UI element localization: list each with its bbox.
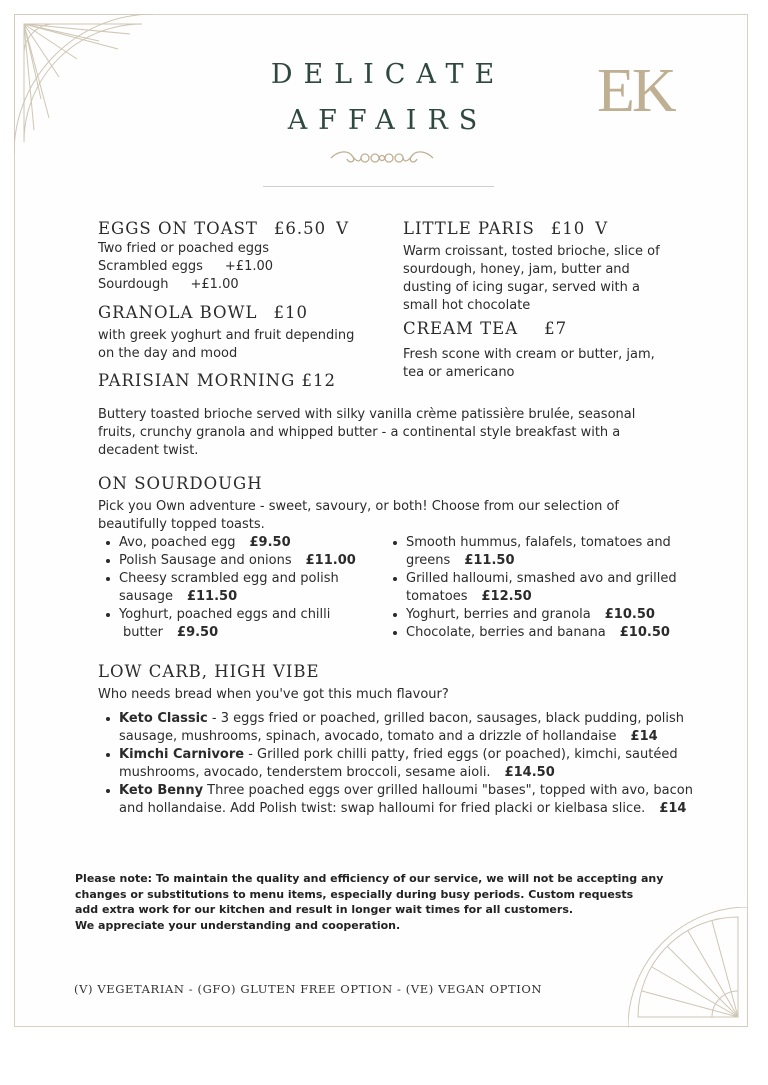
- list-item: [98, 782, 698, 818]
- item-desc-cont: and hollandaise. Add Polish twist: swap halloumi for fried placki or kielbasa slice.: [119, 801, 646, 816]
- list-item: [98, 552, 378, 570]
- on-sourdough-heading: ON SOURDOUGH: [98, 474, 263, 493]
- sourdough-list-left: [98, 534, 378, 642]
- little-paris-line: sourdough, honey, jam, butter and: [403, 262, 630, 277]
- parisian-line: fruits, crunchy granola and whipped butter - a continental style breakfast with a: [98, 425, 621, 440]
- list-item: [98, 710, 698, 746]
- sourdough-intro-line: Pick you Own adventure - sweet, savoury, or both! Choose from our selection of: [98, 499, 620, 514]
- item-name: Kimchi Carnivore: [119, 747, 245, 762]
- scrambled-eggs-option: Scrambled eggs: [98, 259, 203, 274]
- list-item: [98, 570, 378, 606]
- item-desc: - 3 eggs fried or poached, grilled bacon, sausages, black pudding, polish: [207, 711, 685, 726]
- granola-line: on the day and mood: [98, 346, 238, 361]
- little-paris-line: Warm croissant, tosted brioche, slice of: [403, 244, 660, 259]
- parisian-line: Buttery toasted brioche served with silky vanilla crème patissière brulée, seasonal: [98, 407, 636, 422]
- item-price: £11.50: [186, 589, 238, 604]
- list-item: [385, 606, 685, 624]
- sourdough-price: +£1.00: [190, 277, 239, 292]
- scrambled-eggs-price: +£1.00: [224, 259, 274, 274]
- item-price: £11.00: [305, 553, 356, 568]
- granola-line: with greek yoghurt and fruit depending: [98, 328, 355, 343]
- note-line: Please note: To maintain the quality and efficiency of our service, we will not be accepting any: [75, 872, 664, 885]
- item-name: Grilled halloumi, smashed avo and grilled: [406, 571, 677, 586]
- item-name: Polish Sausage and onions: [119, 553, 292, 568]
- on-sourdough-intro: [98, 498, 619, 534]
- item-desc-cont: mushrooms, avocado, tenderstem broccoli, sesame aioli.: [119, 765, 491, 780]
- granola-bowl-price: £10: [273, 303, 308, 322]
- dietary-legend: (V) VEGETARIAN - (GFO) GLUTEN FREE OPTION - (VE) VEGAN OPTION: [74, 982, 543, 996]
- list-item: [385, 534, 685, 570]
- cream-tea-description: [403, 346, 655, 382]
- item-name-cont: butter: [123, 625, 164, 640]
- sourdough-list-right: [385, 534, 685, 642]
- brand-line-2: AFFAIRS: [287, 105, 489, 136]
- eggs-on-toast-title: EGGS ON TOAST: [98, 219, 258, 238]
- item-name-cont: tomatoes: [406, 589, 468, 604]
- little-paris-line: small hot chocolate: [403, 298, 531, 313]
- note-line: We appreciate your understanding and cooperation.: [75, 918, 401, 932]
- item-desc: - Grilled pork chilli patty, fried eggs (or poached), kimchi, sautéed: [244, 747, 678, 762]
- cream-tea-price: £7: [544, 319, 568, 338]
- item-price: £9.50: [249, 535, 291, 550]
- little-paris-price: £10: [550, 219, 586, 238]
- header-divider: [263, 186, 494, 187]
- little-paris-heading: [403, 219, 608, 238]
- ek-monogram-logo: EK: [597, 57, 674, 125]
- eggs-on-toast-description: [98, 240, 273, 294]
- item-price: £14: [630, 729, 658, 744]
- item-name: Smooth hummus, falafels, tomatoes and: [406, 535, 671, 550]
- fan-corner-bottom-right: [628, 907, 748, 1027]
- list-item: [98, 746, 698, 782]
- item-price: £10.50: [604, 607, 655, 622]
- item-price: £11.50: [464, 553, 515, 568]
- item-price: £14.50: [504, 765, 555, 780]
- policy-note: [75, 871, 663, 933]
- brand-line-1: DELICATE: [270, 59, 506, 90]
- parisian-line: decadent twist.: [98, 443, 199, 458]
- cream-tea-line: Fresh scone with cream or butter, jam,: [403, 347, 655, 362]
- little-paris-description: [403, 243, 660, 315]
- granola-bowl-description: [98, 327, 354, 363]
- cream-tea-title: CREAM TEA: [403, 319, 519, 338]
- item-name: Chocolate, berries and banana: [406, 625, 606, 640]
- eggs-on-toast-price: £6.50: [273, 219, 327, 238]
- little-paris-flag: V: [595, 219, 609, 238]
- note-line: add extra work for our kitchen and result in longer wait times for all customers.: [75, 903, 574, 916]
- item-desc: Three poached eggs over grilled halloumi "bases", topped with avo, bacon: [203, 783, 693, 798]
- cream-tea-line: tea or americano: [403, 365, 515, 380]
- list-item: [98, 534, 378, 552]
- eggs-on-toast-flag: V: [336, 219, 350, 238]
- item-name: Avo, poached egg: [119, 535, 236, 550]
- item-name: Keto Benny: [119, 783, 204, 798]
- low-carb-intro: Who needs bread when you've got this much flavour?: [98, 687, 449, 702]
- item-price: £12.50: [481, 589, 532, 604]
- parisian-morning-heading: PARISIAN MORNING £12: [98, 371, 337, 390]
- item-name: Yoghurt, berries and granola: [406, 607, 591, 622]
- eggs-on-toast-line: Two fried or poached eggs: [98, 241, 270, 256]
- item-price: £14: [659, 801, 687, 816]
- cream-tea-heading: [403, 319, 567, 338]
- list-item: [98, 606, 378, 642]
- list-item: [385, 624, 685, 642]
- little-paris-title: LITTLE PARIS: [403, 219, 535, 238]
- item-desc-cont: sausage, mushrooms, spinach, avocado, tomato and a drizzle of hollandaise: [119, 729, 617, 744]
- eggs-on-toast-heading: [98, 219, 349, 238]
- low-carb-heading: LOW CARB, HIGH VIBE: [98, 662, 320, 681]
- little-paris-line: dusting of icing sugar, served with a: [403, 280, 640, 295]
- parisian-morning-description: [98, 406, 635, 460]
- list-item: [385, 570, 685, 606]
- sourdough-option: Sourdough: [98, 277, 169, 292]
- item-name-cont: sausage: [119, 589, 173, 604]
- sourdough-intro-line: beautifully topped toasts.: [98, 517, 265, 532]
- item-name-cont: greens: [406, 553, 451, 568]
- item-name: Keto Classic: [119, 711, 208, 726]
- item-name: Yoghurt, poached eggs and chilli: [119, 607, 331, 622]
- granola-bowl-title: GRANOLA BOWL: [98, 303, 258, 322]
- granola-bowl-heading: [98, 303, 308, 322]
- note-line: changes or substitutions to menu items, especially during busy periods. Custom requests: [75, 887, 634, 901]
- item-price: £10.50: [619, 625, 670, 640]
- low-carb-list: [98, 710, 698, 818]
- item-name: Cheesy scrambled egg and polish: [119, 571, 339, 586]
- item-price: £9.50: [177, 625, 219, 640]
- flourish-ornament-icon: [329, 148, 435, 168]
